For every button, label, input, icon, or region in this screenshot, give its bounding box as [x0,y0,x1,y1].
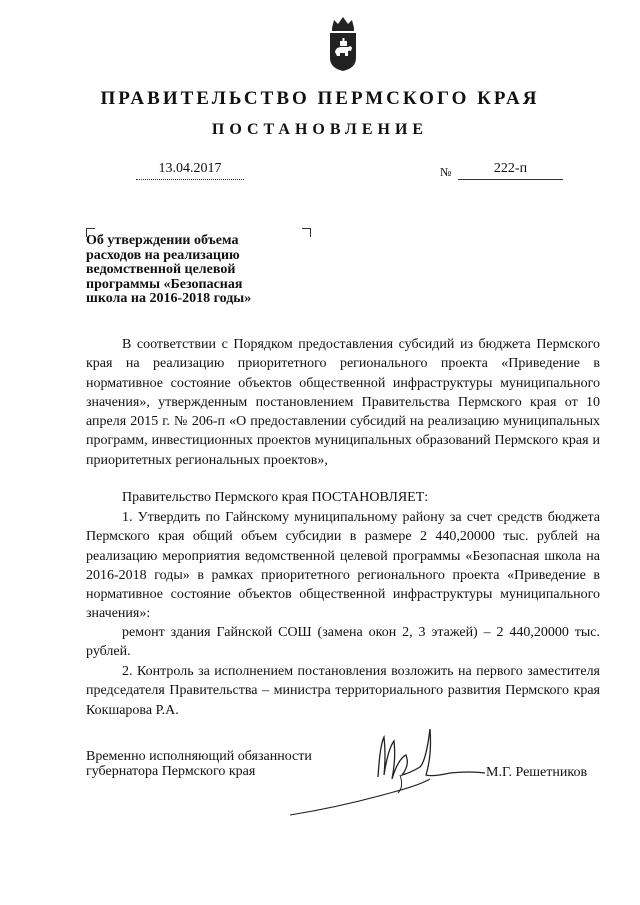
coat-of-arms-icon [326,14,360,72]
body-paragraph-item-2: 2. Контроль за исполнением постановления возложить на первого заместителя председателя Правительства – министра территориального развития Пермского края Кокшарова Р.А. [86,664,600,718]
document-number: 222-п [493,161,528,176]
document-date: 13.04.2017 [158,161,222,176]
document-type: ПОСТАНОВЛЕНИЕ [211,121,429,138]
handwritten-signature-icon [280,715,500,825]
body-paragraph-item-1: 1. Утвердить по Гайнскому муниципальному району за счет средств бюджета Пермского края общий объем субсидии в размере 2 440,20000 тыс. рублей на реализацию мероприятия ведомственной целевой программы «Безопасная школа на 2016-2018 годы» в рамках приоритетного регионального проекта «Приведение в нормативное состояние объектов общественной инфраструктуры муниципального значения»: [86,510,600,622]
date-underline [136,178,244,180]
organization-title: ПРАВИТЕЛЬСТВО ПЕРМСКОГО КРАЯ [100,88,540,109]
number-sign: № [440,165,452,179]
signatory-name: М.Г. Решетников [486,765,588,780]
document-subject: Об утверждении объема расходов на реализацию ведомственной целевой программы «Безопасная школа на 2016-2018 годы» [86,233,252,306]
number-underline [458,178,563,180]
signatory-title: Временно исполняющий обязанности губернатора Пермского края [86,749,312,779]
body-paragraph-item-1-detail: ремонт здания Гайнской СОШ (замена окон 2, 3 этажей) – 2 440,20000 тыс. рублей. [86,625,600,660]
subject-corner-right [302,228,311,237]
body-paragraph-resolves: Правительство Пермского края ПОСТАНОВЛЯЕТ: [122,490,429,505]
body-paragraph-preamble: В соответствии с Порядком предоставления субсидий из бюджета Пермского края на реализацию приоритетного регионального проекта «Приведение в нормативное состояние объектов общественной инфраструктуры муниципального значения», утвержденным постановлением Правительства Пермского края от 10 апреля 2015 г. № 206-п «О предоставлении субсидий на реализацию муниципальных программ, инвестиционных проектов муниципальных образований Пермского края и приоритетных региональных проектов», [86,337,600,468]
